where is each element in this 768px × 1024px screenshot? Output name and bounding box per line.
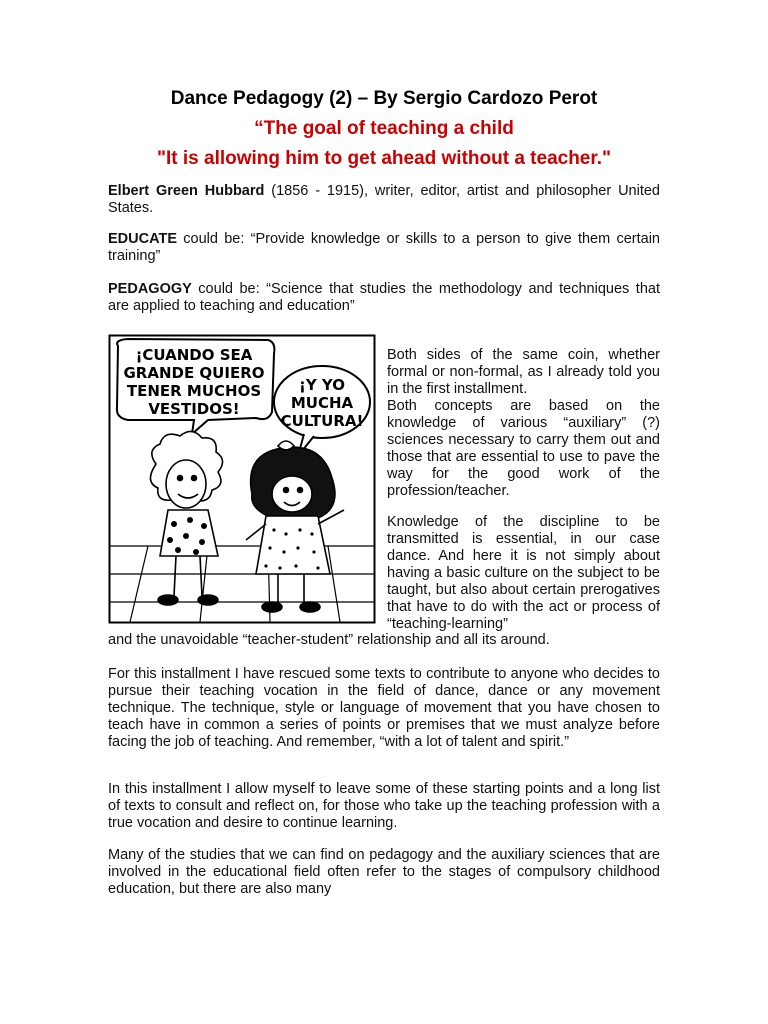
pedagogy-definition — [108, 281, 660, 315]
both-sides-text: Both sides of the same coin, whether formal or non-formal, as I already told you in the first installment. — [387, 347, 660, 397]
both-sides-paragraph — [387, 347, 660, 500]
pedagogy-text: could be: “Science that studies the methodology and techniques that are applied to teaching and education” — [108, 281, 660, 314]
educate-text: could be: “Provide knowledge or skills to a person to give them certain training” — [108, 231, 660, 264]
installment-paragraph: For this installment I have rescued some texts to contribute to anyone who decides to pursue their teaching vocation in the field of dance, dance or any movement technique. The technique, style or language of movement that you have chosen to teach have in common a series of points or premises that we must analyze before facing the job of teaching. And remember, “with a lot of talent and spirit.” — [108, 666, 660, 750]
bubble-left-line-4: VESTIDOS! — [148, 400, 240, 418]
bubble-right-line-1: ¡Y YO — [298, 376, 346, 394]
educate-definition — [108, 231, 660, 265]
bubble-right-line-2: MUCHA — [290, 394, 354, 412]
knowledge-paragraph: Knowledge of the discipline to be transmitted is essential, in our case dance. And here it is not simply about having a basic culture on the subject to be taught, but also about certain prerogatives that have to do with the act or process of “teaching-learning” — [387, 514, 660, 632]
bubble-left-line-3: TENER MUCHOS — [126, 382, 262, 400]
quote-line-1: “The goal of teaching a child — [254, 118, 514, 139]
hubbard-paragraph — [108, 183, 660, 217]
pedagogy-term: PEDAGOGY — [108, 281, 192, 297]
quote-line-2: "It is allowing him to get ahead without a teacher." — [156, 148, 612, 169]
mafalda-comic-illustration — [108, 334, 376, 624]
bubble-left-line-2: GRANDE QUIERO — [123, 364, 265, 382]
bubble-left-line-1: ¡CUANDO SEA — [135, 346, 253, 364]
hubbard-name: Elbert Green Hubbard — [108, 183, 265, 199]
page-title: Dance Pedagogy (2) – By Sergio Cardozo Perot — [170, 88, 598, 109]
bubble-right-line-3: CULTURA! — [280, 412, 364, 430]
educate-term: EDUCATE — [108, 231, 178, 247]
allow-paragraph: In this installment I allow myself to leave some of these starting points and a long list of texts to consult and reflect on, for those who take up the teaching profession with a true vocation and desire to continue learning. — [108, 781, 660, 831]
both-concepts-text: Both concepts are based on the knowledge of various “auxiliary” (?) sciences necessary to carry them out and those that are essential to use to pave the way for the good work of the profession/teacher. — [387, 398, 660, 499]
hubbard-bio: (1856 - 1915), writer, editor, artist and philosopher United States. — [108, 183, 660, 216]
unavoidable-relationship-line: and the unavoidable “teacher-student” relationship and all its around. — [108, 632, 550, 648]
studies-paragraph: Many of the studies that we can find on pedagogy and the auxiliary sciences that are involved in the educational field often refer to the stages of compulsory childhood education, but there are also many — [108, 847, 660, 897]
